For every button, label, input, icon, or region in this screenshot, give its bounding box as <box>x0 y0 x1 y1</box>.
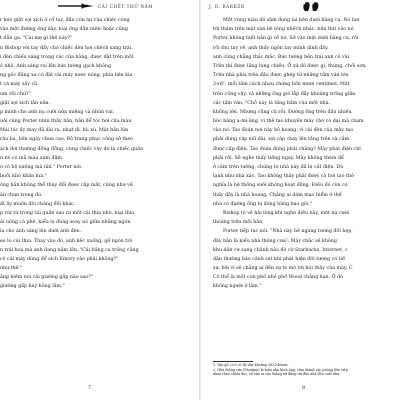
text-line: ỏ nhỏ. Anh sáng rọi lên bức tường gạch không <box>0 63 112 69</box>
page-number-right: 8 <box>302 386 306 391</box>
text-line: 2×6¹, mỗi tấm cách nhau chừng bốn mươi centimet. Mặt <box>213 82 350 88</box>
text-line: ẹo lo cái thìa. Thay vào đó, anh liếc xuống, gỡ ngón trỏ <box>0 238 133 244</box>
footnote-rule <box>213 361 253 362</box>
text-line: Bishop tỏ vẻ hài lòng khi nghe điều này, một nụ cười <box>223 210 350 216</box>
text-line: như thế." <box>0 266 23 272</box>
footnotes <box>213 363 399 377</box>
text-line: vào một đường ống dày, loại ống dẫn nước hoặc cũng <box>0 27 128 33</box>
text-line: nghĩa là hệ thống sưởi không hoạt động. Điều đó còn có <box>213 183 348 189</box>
text-line: ái uống cà phê, kiểu lọ đúng soay nó giữa những ngón <box>0 220 131 226</box>
text-line: phải dùng cáp nối dài, sợi cáp chạy lên tầng trên và cắm <box>213 137 350 143</box>
footnote: 2. Nhà thông cưa (Shotgun) là kiểu nhà hình ống, chia thành các phòng liên tiếp <box>213 367 348 372</box>
text-line: sự, bởi vì sẽ chẳng ai đến sự tò mò tới hỏi thấy của mày. C <box>213 266 353 272</box>
text-line: t dẫn ga. "Cái mẹ gì thế này?" <box>0 36 73 42</box>
text-line: Một vùng màu đỏ sậm đọng lại bên dưới băng ca. Nó lan <box>223 18 360 23</box>
text-line: phải rồi. Sẽ nghe thấy tiếng ngay. Mày không thèm để <box>213 155 344 161</box>
text-line: Trên nhà phía trên đầu được ghép từ những tấm ván lớn <box>213 73 349 79</box>
text-line: giường gấp hay hông lắm." <box>0 284 65 290</box>
text-line: tới thảm trên mặt sàn bê tông nhếch nhác, bắn thịt vào nó <box>213 27 354 33</box>
text-line: không lớn. Nhưng cũng cũ rồi. Đường ống trên đầu nhiều <box>213 109 352 115</box>
text-line: r kéo giật sợi xích ở cổ tay, đầu còn lại của chiếc còng <box>0 18 130 23</box>
text-line: vào nó. Tao đoán nơi này bỏ hoang, vì cái đèn của mày tao <box>213 128 354 134</box>
text-line: các tấm ván. "Chỗ này là tầng hầm của một nhà. <box>213 100 331 106</box>
text-line: giật sợi xích lần nữa. <box>0 100 51 106</box>
text-line: Trên thì được lăng lung chiếu. Ở xứ đó được gì, thùng, chồi sơn, <box>213 63 367 69</box>
hands-ornament-icon <box>302 1 320 13</box>
text-line: thấy đây là nhà hoang. Chẳng ai dám mạo hiểm ở thể <box>213 192 342 198</box>
running-head-left: CÁI CHẾT THỨ NĂM <box>98 4 154 9</box>
left-page <box>0 0 199 400</box>
text-line: ằng kiếm nói cái giường gấp nào sao?" <box>0 275 93 281</box>
text-line: Có thể là một con phố nhỏ phố Wood chẳng hạn. Ở đó <box>213 275 343 281</box>
text-line: có cái máy dùng để sích Emory vào phải không?" <box>0 256 119 262</box>
right-page-text <box>213 16 399 292</box>
text-line: rồi thu tay về, anh thấy ngón tay mình dính đầy. <box>213 45 329 51</box>
text-line: đây bằn là kiểu nhà thông cưa². Mày chắc sẽ không <box>213 238 337 244</box>
text-line: uởi cùng Porter nhìn thấy hắn, hắn để tóc hơi của màu <box>0 119 132 125</box>
running-head-right: J. D. BARKER <box>209 4 245 9</box>
footnote: nhau theo chiều dọc; từ cửa ra vào thẳng tới đằng tới đầu nhà đều cuối nhà. <box>213 372 341 377</box>
text-line: ó có bộ xuống mà nhỉ." Porter nói. <box>0 165 83 170</box>
text-line: n nó có mũ màu xám đậm. <box>0 155 64 161</box>
text-line: ng góc đằng xa có đặt cái máy nước nóng, phía bên kia <box>0 73 133 79</box>
right-page <box>201 0 400 400</box>
text-line: n trái hoạ mà anh đang nắm lên. "Cái băng ca trông cũng <box>0 247 139 253</box>
text-line: Porter tiếp tục nói. "Nhà này bề ngang tương đối hẹp, <box>223 229 353 235</box>
footnote: 1. Ván gỗ 2×6 có độ dày khoảng 38×140mm. <box>213 363 289 367</box>
text-line: t và máy sấy cũ. <box>0 82 39 88</box>
text-line: i đèn chiếu sáng trong các của hàng, được đặt trên một <box>0 54 134 60</box>
text-line: anh cũng chẳng thắc mắc. Bức tường bên trái anh có vài <box>213 54 350 60</box>
text-line: ách đơi thường đồng đồng, cùng chiếc váy đơ là chiếc quần <box>0 146 144 152</box>
text-line: búc bằng a-mi-ăng, vì thế tao khuyên mày chớ có dại mà chạm <box>213 119 364 125</box>
text-line: Mái tóc ấy may đã dài ra, nhạt đi, bù xù. Mặt hắn lún <box>0 128 129 134</box>
text-line: nhà có đường ống bị đóng băng bao giờ." <box>213 201 312 207</box>
page-number-left: 7 <box>88 386 92 391</box>
text-line: không người ở lắm." <box>213 284 262 290</box>
text-line: được cấp điện. Tao đoán đúng phải chăng? Mày phát điện chỉ <box>213 146 361 152</box>
text-line: p mình cho anh nụ cười nửa miệng và nhún vai. <box>0 109 115 115</box>
text-line: um rồi chứ?" <box>0 91 31 97</box>
text-line: ắn chưa trong đó. <box>0 192 43 198</box>
text-line: n Bishop với tay đẩy cho chiếc đèn hơi chếch sang trái. <box>0 45 133 51</box>
text-line: Porter không biết hẳn gì về nó. Sở vào mặt dưới băng ca, rồi <box>213 36 359 42</box>
text-line: ông hắn không thể thay đổi được cập mắt, cũng như về <box>0 183 133 189</box>
text-line: lạnh như nhà xác. Tao không thấy phải được cà hơi tao thở <box>213 174 354 180</box>
text-line: ất ấy muốn đòi chăng đồi khác. <box>0 201 76 207</box>
text-line: p rút từ trong túi quần sau ra một cái thìa nhỏ, loại thìa <box>0 210 135 216</box>
text-line: buồi khó khăn mà." <box>0 174 47 180</box>
text-line: khu dân cư sang chảnh nào đó cờ Starbucks, Internet, c <box>213 247 348 253</box>
text-line: ìa cho ánh sáng lên dưới ánh đèn. <box>0 229 82 235</box>
text-line: thoáng trên môi hắn. <box>213 220 264 226</box>
left-page-text <box>0 16 198 292</box>
text-line: dân thường bảo cảnh sát khi phát hiện đối tượng có tiế <box>213 256 346 262</box>
text-line: ở cảm trên tường, chúng tơ nhà này đã bị cắt điện. Dù <box>213 165 344 170</box>
text-line: trên cũng vậy, vả những ống gió lấp đầy khoảng trống giữa <box>213 91 356 97</box>
knife-ornament-icon <box>58 3 94 9</box>
text-line: râu ba, bốn ngày chưa cạo. Bộ trang phục công sở theo <box>0 137 133 143</box>
